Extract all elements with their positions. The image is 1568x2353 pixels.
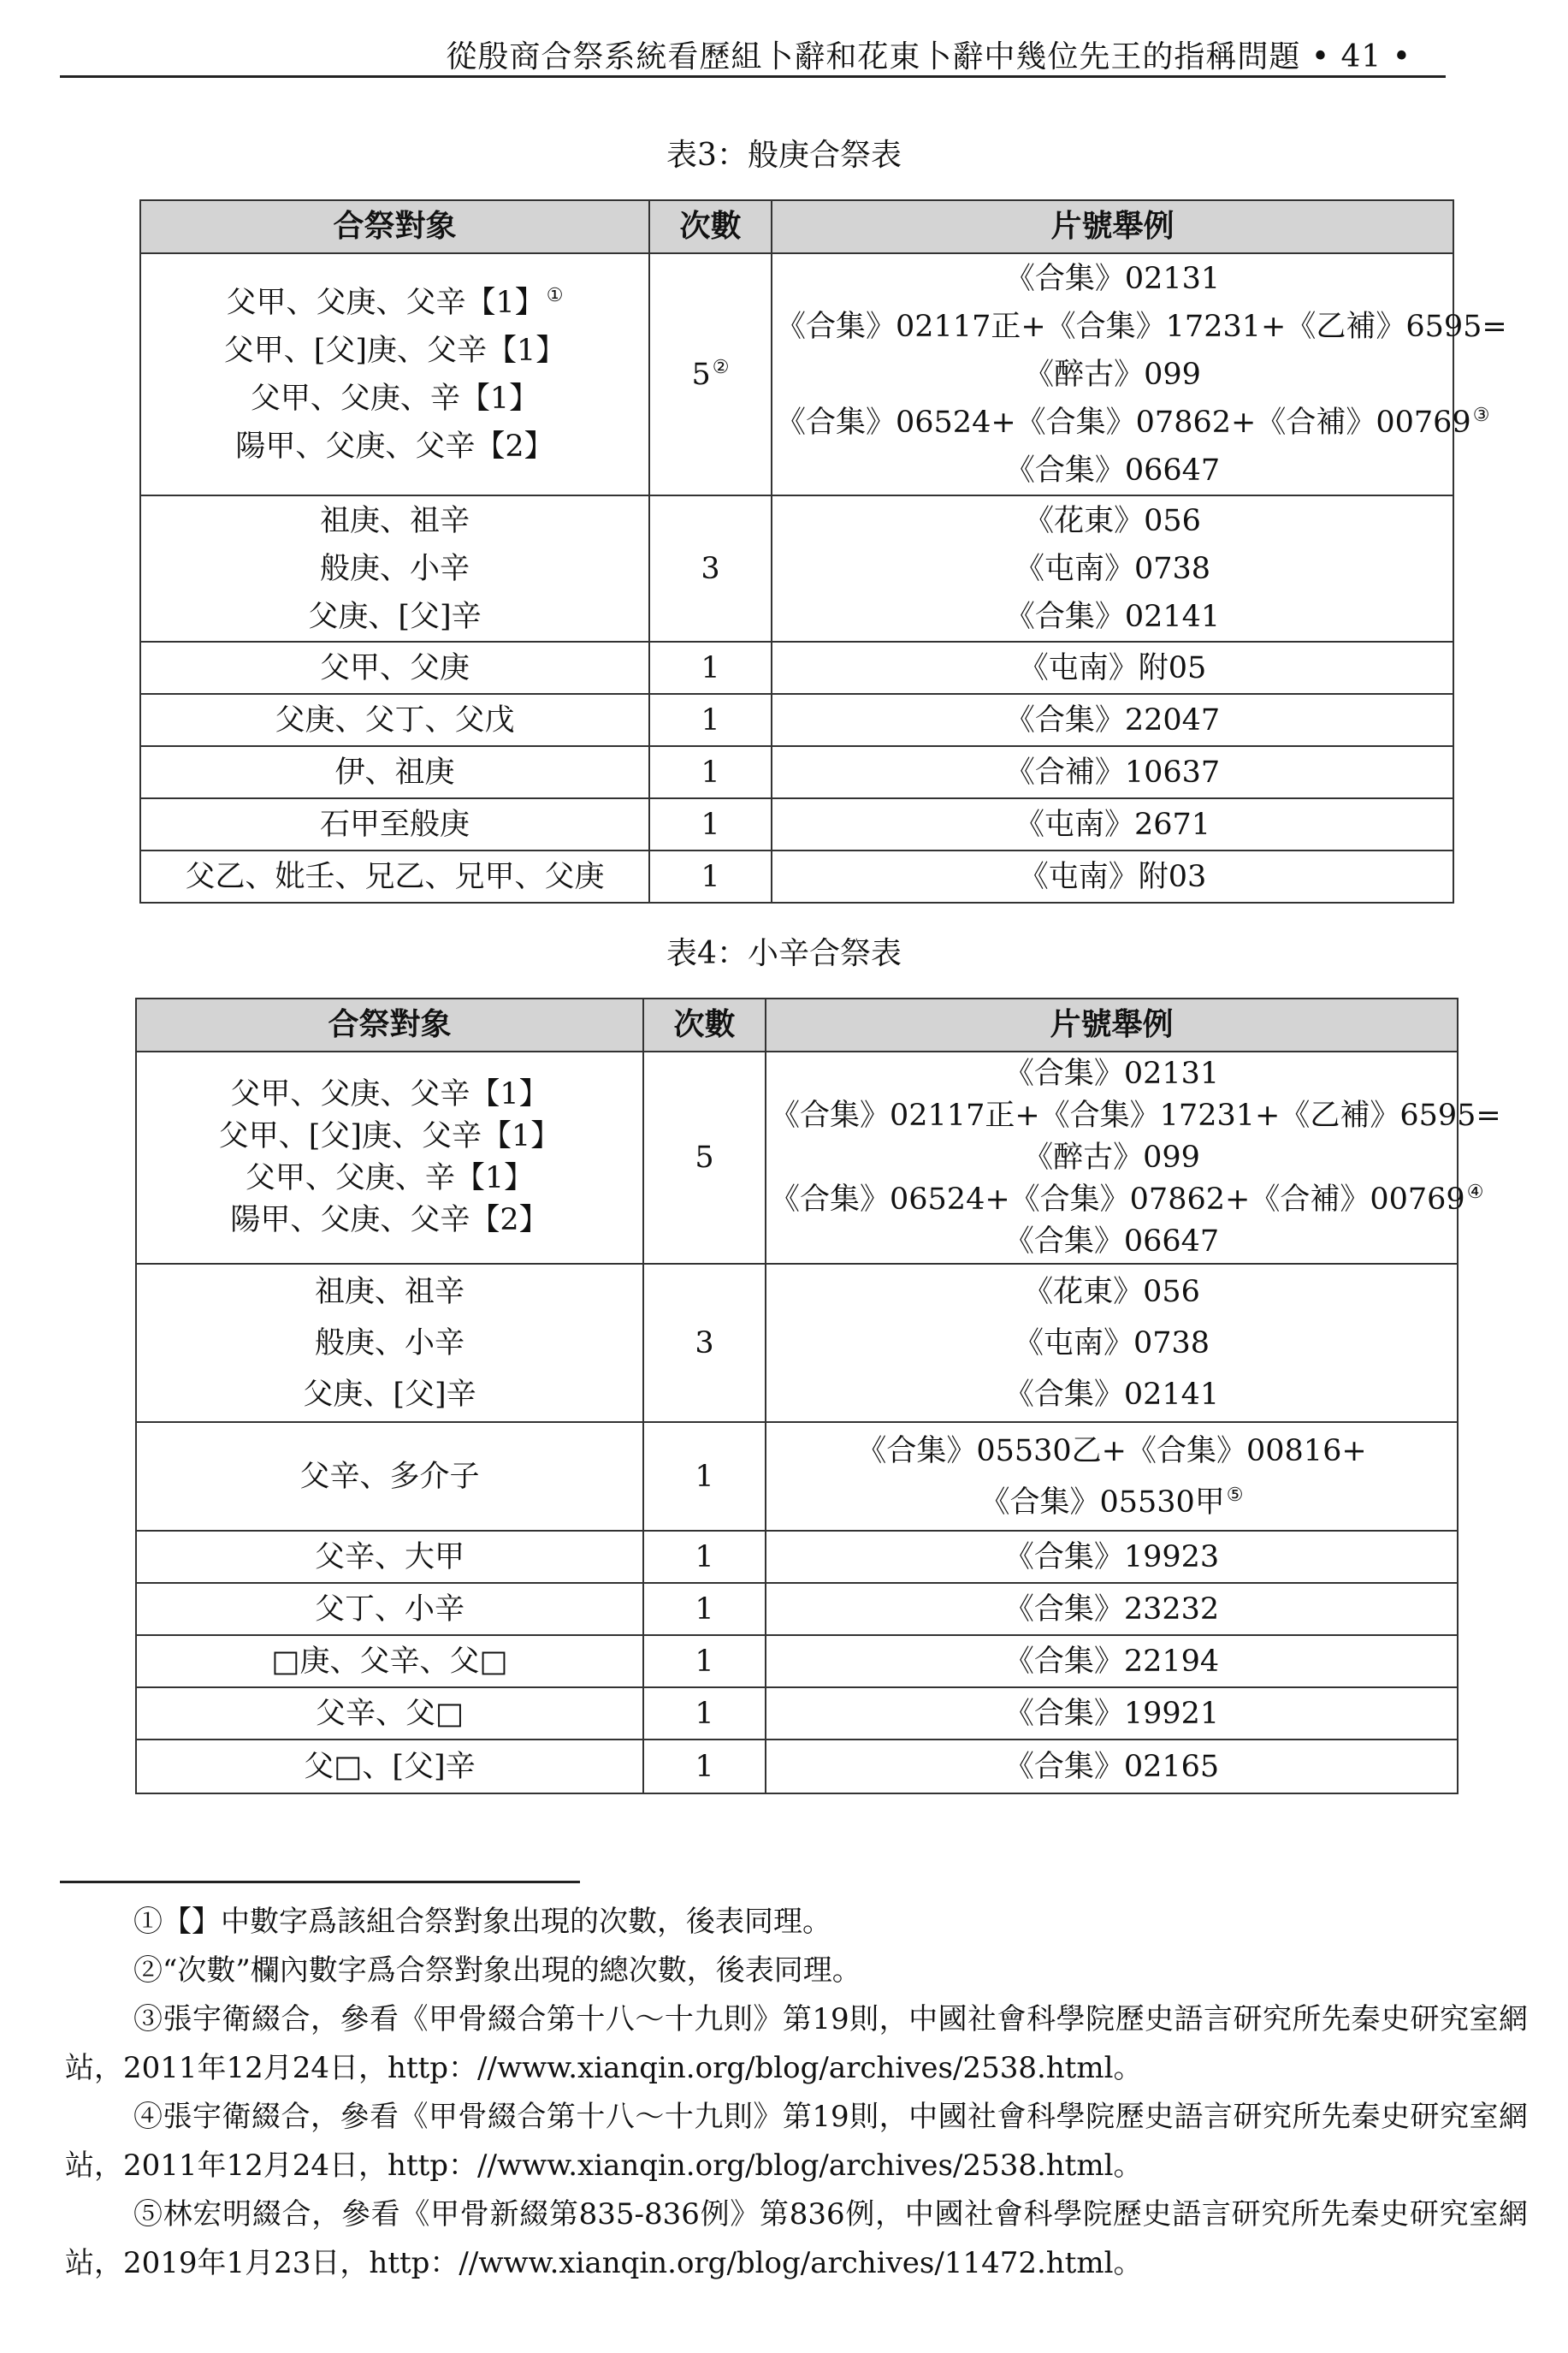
table3-header-row <box>140 200 1453 253</box>
ref-line: 《合集》05530甲 <box>979 1485 1225 1520</box>
footnote-4: ④張宇衛綴合，參看《甲骨綴合第十八～十九則》第19則，中國社會科學院歷史語言研究所先秦史研究室網站，2011年12月24日，http：//www.xianqin.org/blog/archives/2538.html。 <box>65 2100 1528 2183</box>
refs-cell: 《合集》02165 <box>766 1740 1458 1793</box>
running-header <box>60 24 1446 78</box>
count-cell: 1 <box>649 746 772 798</box>
refs-cell: 《合集》22194 <box>766 1635 1458 1687</box>
objects-cell <box>140 495 649 642</box>
table-row <box>136 1583 1458 1635</box>
table-row <box>136 1422 1458 1531</box>
table-row <box>136 1531 1458 1583</box>
ref-line: 《醉古》099 <box>1023 1140 1200 1175</box>
ref-line: 《合集》06647 <box>1003 1224 1220 1259</box>
table4-header-row <box>136 999 1458 1052</box>
footnote-1: ①【】中數字爲該組合祭對象出現的次數，後表同理。 <box>133 1905 831 1939</box>
count-cell: 1 <box>643 1583 766 1635</box>
objects-cell: 父辛、父□ <box>136 1687 643 1740</box>
count-cell: 1 <box>643 1687 766 1740</box>
table-row <box>140 495 1453 642</box>
ref-line: 《花東》056 <box>1023 1274 1200 1309</box>
object-line: 般庚、小辛 <box>314 1325 464 1360</box>
object-line: 父甲、父庚、辛【1】 <box>250 381 540 416</box>
count-cell: 1 <box>643 1422 766 1531</box>
refs-cell <box>772 495 1453 642</box>
objects-cell: □庚、父辛、父□ <box>136 1635 643 1687</box>
count-cell: 5 <box>643 1052 766 1264</box>
refs-cell: 《合集》22047 <box>772 694 1453 746</box>
object-line: 祖庚、祖辛 <box>314 1274 464 1309</box>
table4-header-count: 次數 <box>643 999 766 1052</box>
count-value: 5 <box>691 357 711 392</box>
objects-cell: 父庚、父丁、父戊 <box>140 694 649 746</box>
table-row <box>140 746 1453 798</box>
count-cell: 1 <box>649 851 772 903</box>
refs-cell <box>766 1264 1458 1422</box>
refs-cell: 《合集》19923 <box>766 1531 1458 1583</box>
table-row <box>136 1052 1458 1264</box>
refs-cell <box>766 1422 1458 1531</box>
footnote-marker: ④ <box>1466 1181 1484 1203</box>
refs-cell: 《屯南》附05 <box>772 642 1453 694</box>
object-line: 父甲、[父]庚、父辛【1】 <box>223 333 566 368</box>
ref-line: 《合集》02117正+《合集》17231+《乙補》6595= <box>776 309 1507 344</box>
ref-line: 《合集》06647 <box>1004 453 1221 488</box>
count-cell: 3 <box>649 495 772 642</box>
table4-header-objects: 合祭對象 <box>136 999 643 1052</box>
footnotes <box>65 1898 1528 2288</box>
footnote-2: ②“次數”欄內數字爲合祭對象出現的總次數，後表同理。 <box>133 1953 861 1988</box>
refs-cell: 《合補》10637 <box>772 746 1453 798</box>
table-row <box>136 1740 1458 1793</box>
ref-line: 《花東》056 <box>1024 503 1201 538</box>
footnote-marker: ③ <box>1472 404 1490 426</box>
footnote-marker: ⑤ <box>1226 1484 1244 1506</box>
object-line: 祖庚、祖辛 <box>319 503 470 538</box>
footnote-5: ⑤林宏明綴合，參看《甲骨新綴第835-836例》第836例，中國社會科學院歷史語言研究所先秦史研究室網站，2019年1月23日，http：//www.xianqin.org/blog/archives/11472.html。 <box>65 2197 1528 2280</box>
object-line: 父甲、父庚、辛【1】 <box>245 1161 535 1195</box>
table-row <box>140 694 1453 746</box>
table-row <box>140 851 1453 903</box>
table3-header-refs: 片號舉例 <box>772 200 1453 253</box>
count-cell: 1 <box>649 694 772 746</box>
ref-line: 《合集》06524+《合集》07862+《合補》00769 <box>776 405 1471 440</box>
table3 <box>139 199 1507 904</box>
table-row <box>140 253 1453 495</box>
ref-line: 《合集》02141 <box>1003 1377 1220 1412</box>
objects-cell: 父丁、小辛 <box>136 1583 643 1635</box>
objects-cell: 伊、祖庚 <box>140 746 649 798</box>
refs-cell <box>772 253 1507 495</box>
refs-cell: 《合集》23232 <box>766 1583 1458 1635</box>
objects-cell: 父□、[父]辛 <box>136 1740 643 1793</box>
objects-cell <box>136 1052 643 1264</box>
ref-line: 《合集》02131 <box>1004 261 1221 296</box>
count-cell: 1 <box>649 642 772 694</box>
table-row <box>136 1635 1458 1687</box>
table-row <box>140 798 1453 851</box>
refs-cell: 《合集》19921 <box>766 1687 1458 1740</box>
table4 <box>135 998 1501 1794</box>
table3-header-count: 次數 <box>649 200 772 253</box>
ref-line: 《屯南》0738 <box>1014 551 1211 586</box>
ref-line: 《合集》02131 <box>1003 1056 1220 1091</box>
ref-line: 《合集》06524+《合集》07862+《合補》00769 <box>770 1182 1465 1217</box>
count-cell: 1 <box>649 798 772 851</box>
footnote-3: ③張宇衛綴合，參看《甲骨綴合第十八～十九則》第19則，中國社會科學院歷史語言研究所先秦史研究室網站，2011年12月24日，http：//www.xianqin.org/blog/archives/2538.html。 <box>65 2002 1528 2085</box>
ref-line: 《合集》02117正+《合集》17231+《乙補》6595= <box>770 1098 1501 1133</box>
objects-cell: 父甲、父庚 <box>140 642 649 694</box>
table4-header-refs: 片號舉例 <box>766 999 1458 1052</box>
ref-line: 《合集》05530乙+《合集》00816+ <box>856 1433 1367 1468</box>
table3-caption: 表3：般庚合祭表 <box>666 138 902 173</box>
object-line: 父甲、父庚、父辛【1】 <box>226 285 545 320</box>
objects-cell: 石甲至般庚 <box>140 798 649 851</box>
ref-line: 《醉古》099 <box>1024 357 1201 392</box>
table-row <box>136 1687 1458 1740</box>
object-line: 陽甲、父庚、父辛【2】 <box>235 429 554 464</box>
count-cell: 1 <box>643 1635 766 1687</box>
count-cell <box>649 253 772 495</box>
object-line: 陽甲、父庚、父辛【2】 <box>230 1203 549 1237</box>
ref-line: 《屯南》0738 <box>1013 1325 1210 1360</box>
objects-cell: 父乙、妣壬、兄乙、兄甲、父庚 <box>140 851 649 903</box>
objects-cell: 父辛、多介子 <box>136 1422 643 1531</box>
table3-header-objects: 合祭對象 <box>140 200 649 253</box>
object-line: 父庚、[父]辛 <box>303 1377 476 1412</box>
object-line: 父庚、[父]辛 <box>308 599 482 634</box>
count-cell: 1 <box>643 1531 766 1583</box>
objects-cell <box>140 253 649 495</box>
objects-cell: 父辛、大甲 <box>136 1531 643 1583</box>
running-title: 從殷商合祭系統看歷組卜辭和花東卜辭中幾位先王的指稱問題 • 41 • <box>446 39 1411 74</box>
object-line: 般庚、小辛 <box>319 551 470 586</box>
refs-cell: 《屯南》附03 <box>772 851 1453 903</box>
footnote-divider <box>60 1881 580 1883</box>
refs-cell: 《屯南》2671 <box>772 798 1453 851</box>
ref-line: 《合集》02141 <box>1004 599 1221 634</box>
table-row <box>136 1264 1458 1422</box>
footnote-marker: ① <box>546 284 564 306</box>
object-line: 父甲、父庚、父辛【1】 <box>230 1077 549 1111</box>
object-line: 父甲、[父]庚、父辛【1】 <box>218 1119 561 1153</box>
table4-caption: 表4：小辛合祭表 <box>666 936 902 971</box>
table-row <box>140 642 1453 694</box>
count-cell: 1 <box>643 1740 766 1793</box>
objects-cell <box>136 1264 643 1422</box>
footnote-marker: ② <box>712 356 730 378</box>
refs-cell <box>766 1052 1501 1264</box>
count-cell: 3 <box>643 1264 766 1422</box>
